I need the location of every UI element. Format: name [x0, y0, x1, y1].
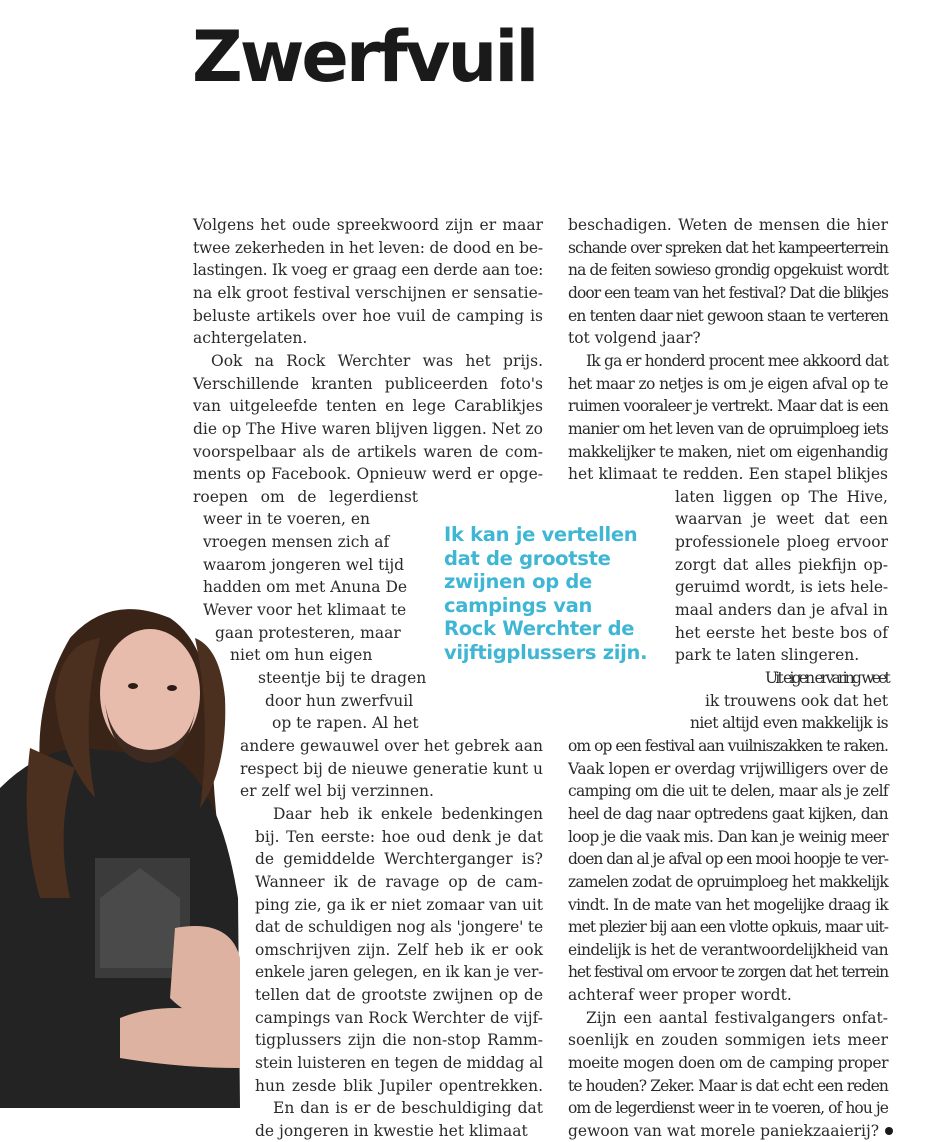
text-line: hadden om met Anuna De	[203, 578, 408, 597]
text-line: het festival om ervoor te zorgen dat het terrein	[568, 963, 888, 982]
text-line: eindelijk is het de verantwoordelijkheid van	[568, 940, 888, 959]
text-line: achtergelaten.	[193, 329, 308, 348]
text-line: camping om die uit te delen, maar als je zelf	[568, 782, 888, 801]
text-line: lastingen. Ik voeg er graag een derde aan toe:	[193, 261, 543, 280]
text-line: steentje bij te dragen	[258, 669, 427, 687]
text-line: schande over spreken dat het kampeerterrein	[568, 238, 888, 257]
pull-quote-line: campings van	[444, 593, 593, 617]
text-line: waarom jongeren wel tijd	[203, 555, 405, 574]
text-line: tellen dat de grootste zwijnen op de	[255, 986, 543, 1005]
text-line: andere gewauwel over het gebrek aan	[240, 736, 543, 755]
text-line: gewoon van wat morele paniekzaaierij?	[568, 1121, 893, 1142]
text-line: ruimen vooraleer je vertrekt. Maar dat is een	[568, 397, 888, 416]
text-line: manier om het leven van de opruimploeg iets	[568, 419, 888, 438]
text-line: roepen om de legerdienst	[193, 487, 418, 506]
text-line: Verschillende kranten publiceerden foto's	[193, 374, 543, 393]
text-line: Ook na Rock Werchter was het prijs.	[211, 351, 543, 370]
text-line: loop je die vaak mis. Dan kan je weinig meer	[568, 827, 888, 846]
text-line: professionele ploeg ervoor	[675, 533, 888, 552]
text-line: bij. Ten eerste: hoe oud denk je dat	[255, 827, 543, 846]
pull-quote-line: Rock Werchter de	[444, 617, 635, 640]
text-line: zorgt dat alles piekfijn op-	[675, 555, 888, 574]
text-line: door een team van het festival? Dat die blikjes	[568, 283, 888, 302]
pull-quote-line: dat de grootste	[444, 546, 611, 570]
text-line: enkele jaren gelegen, en ik kan je ver-	[255, 963, 543, 982]
text-line: ping zie, ga ik er niet zomaar van uit	[255, 895, 543, 914]
text-line: niet altijd even makkelijk is	[690, 714, 888, 733]
text-line: Wever voor het klimaat te	[203, 601, 407, 620]
text-line: ik trouwens ook dat het	[705, 691, 888, 710]
pull-quote-line: vijftigplussers zijn.	[444, 640, 648, 664]
text-line: twee zekerheden in het leven: de dood en be-	[193, 238, 543, 257]
text-line: campings van Rock Werchter de vijf-	[255, 1008, 543, 1027]
text-line: weer in te voeren, en	[203, 510, 370, 529]
text-line: omschrijven zijn. Zelf heb ik er ook	[255, 940, 543, 959]
text-line: doen dan al je afval op een mooi hoopje te ver-	[568, 850, 888, 869]
text-line: beschadigen. Weten de mensen die hier	[568, 216, 888, 234]
text-line: te houden? Zeker. Maar is dat echt een reden	[568, 1076, 888, 1095]
text-line: En dan is er de beschuldiging dat	[273, 1099, 543, 1118]
pull-quote-line: Ik kan je vertellen	[444, 523, 638, 546]
text-line: laten liggen op The Hive,	[675, 487, 888, 506]
text-line: en tenten daar niet gewoon staan te verteren	[568, 306, 888, 325]
text-line: voorspelbaar als de artikels waren de com-	[193, 442, 543, 461]
text-line: vindt. In de mate van het mogelijke draag ik	[568, 895, 888, 914]
text-line: soenlijk en zouden sommigen iets meer	[568, 1031, 888, 1050]
text-line: die op The Hive waren blijven liggen. Net zo	[193, 419, 543, 438]
text-line: om op een festival aan vuilniszakken te raken.	[568, 736, 888, 755]
text-line: vroegen mensen zich af	[203, 533, 390, 552]
text-line: Zijn een aantal festivalgangers onfat-	[586, 1008, 888, 1027]
text-line: ments op Facebook. Opnieuw werd er opge-	[193, 465, 543, 484]
text-line: zamelen zodat de opruimploeg het makkelijk	[568, 872, 888, 891]
text-line: de jongeren in kwestie het klimaat	[255, 1122, 528, 1140]
text-line: respect bij de nieuwe generatie kunt u	[240, 759, 543, 778]
text-line: het maar zo netjes is om je eigen afval op te	[568, 374, 888, 393]
text-line: gaan protesteren, maar	[215, 623, 401, 642]
text-line: Wanneer ik de ravage op de cam-	[255, 872, 543, 891]
text-line: van uitgeleefde tenten en lege Carablikjes	[193, 397, 543, 416]
text-line: het klimaat te redden. Een stapel blikjes	[568, 465, 888, 484]
text-line: door hun zwerfvuil	[265, 691, 414, 710]
text-line: makkelijker te maken, niet om eigenhandig	[568, 442, 888, 461]
text-line: geruimd wordt, is iets hele-	[675, 578, 888, 597]
text-line: Uit eigen ervaring weet	[765, 669, 888, 687]
text-line: beluste artikels over hoe vuil de camping is	[193, 306, 543, 325]
text-line: om de legerdienst weer in te voeren, of hou je	[568, 1099, 888, 1118]
text-line: niet om hun eigen	[230, 646, 373, 665]
text-line: na elk groot festival verschijnen er sensatie-	[193, 283, 543, 302]
text-line: tot volgend jaar?	[568, 329, 701, 348]
article-title: Zwerfvuil	[192, 16, 537, 98]
text-line: Volgens het oude spreekwoord zijn er maar	[193, 216, 543, 234]
text-line: hun zesde blik Jupiler opentrekken.	[255, 1076, 543, 1095]
text-line: heel de dag naar optredens gaat kijken, dan	[568, 804, 888, 823]
text-line: na de feiten sowieso grondig opgekuist wordt	[568, 261, 888, 280]
text-line: het eerste het beste bos of	[675, 623, 888, 642]
text-line: tigplussers zijn die non-stop Ramm-	[255, 1031, 543, 1050]
text-line: met plezier bij aan een vlotte opkuis, maar uit-	[568, 918, 889, 937]
pull-quote	[444, 523, 647, 664]
text-line: Ik ga er honderd procent mee akkoord dat	[586, 351, 888, 370]
end-bullet-icon	[885, 1127, 893, 1135]
text-line: maal anders dan je afval in	[675, 601, 888, 620]
text-line: achteraf weer proper wordt.	[568, 986, 792, 1005]
author-photo	[0, 598, 250, 1108]
text-line: er zelf wel bij verzinnen.	[240, 782, 434, 801]
text-line: dat de schuldigen nog als 'jongere' te	[255, 918, 543, 937]
text-line: op te rapen. Al het	[272, 714, 419, 733]
text-line: stein luisteren en tegen de middag al	[255, 1054, 543, 1073]
text-line: moeite mogen doen om de camping proper	[568, 1054, 888, 1073]
pull-quote-line: zwijnen op de	[444, 570, 592, 593]
text-line: de gemiddelde Werchterganger is?	[255, 850, 543, 869]
text-line: park te laten slingeren.	[675, 646, 860, 665]
text-line: Daar heb ik enkele bedenkingen	[273, 804, 543, 823]
text-line: waarvan je weet dat een	[675, 510, 888, 529]
text-line: Vaak lopen er overdag vrijwilligers over de	[568, 759, 888, 778]
